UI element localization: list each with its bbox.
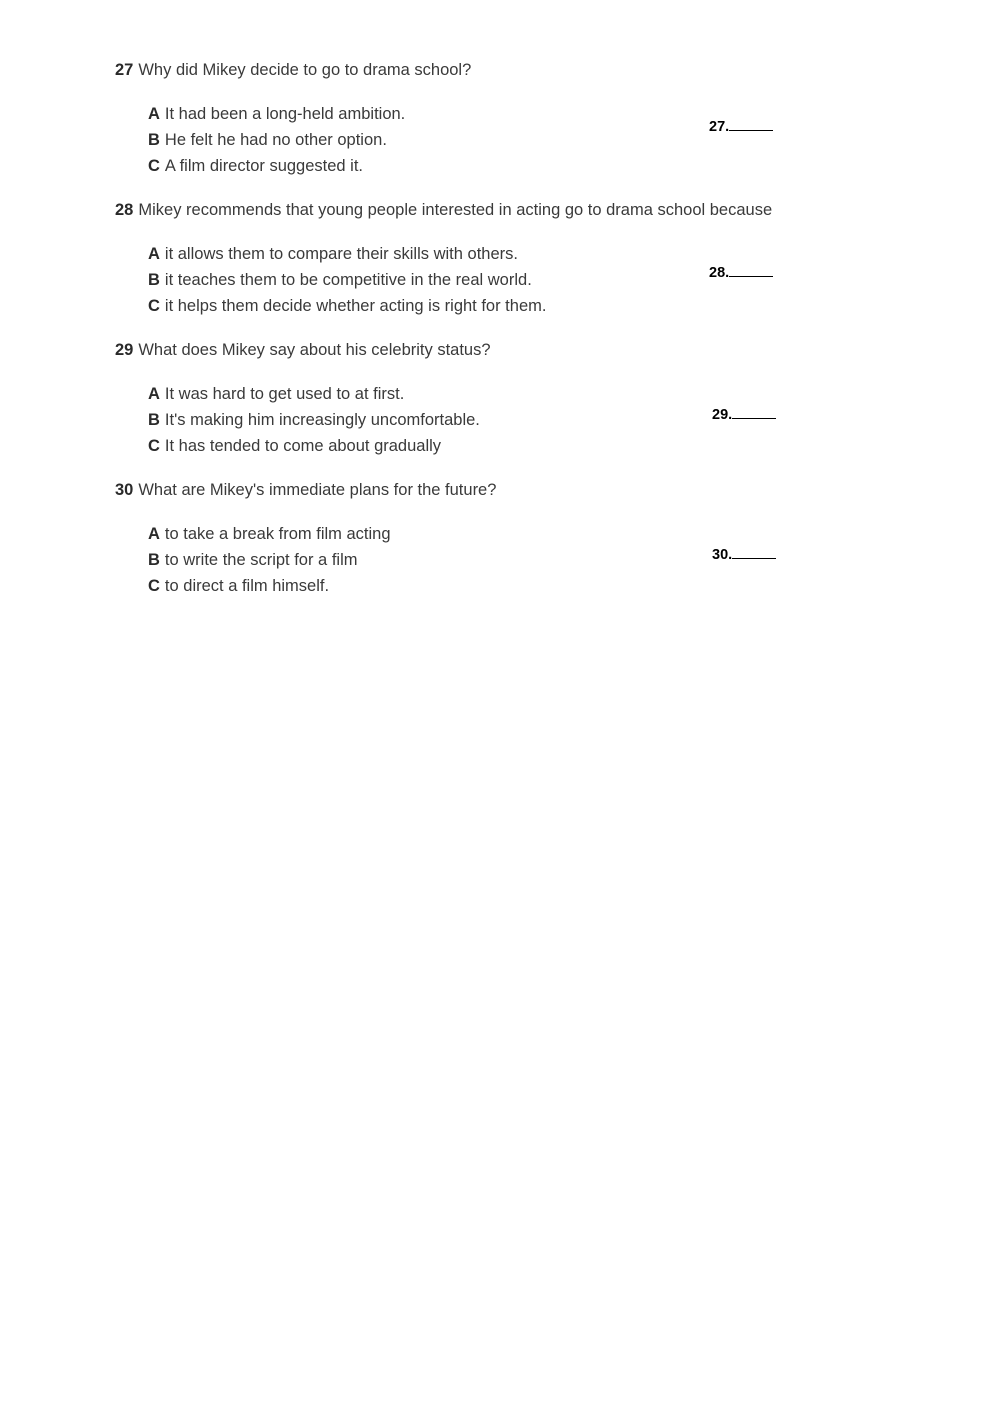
question-text: Mikey recommends that young people interested in acting go to drama school because <box>138 201 773 219</box>
question-number: 29 <box>115 341 134 359</box>
option-c <box>148 155 363 177</box>
option-b <box>148 269 532 291</box>
question-text: Why did Mikey decide to go to drama school? <box>138 61 472 79</box>
option-text: to write the script for a film <box>164 551 358 569</box>
option-letter: C <box>148 577 160 595</box>
option-a <box>148 523 391 545</box>
option-letter: A <box>148 525 160 543</box>
question-number: 28 <box>115 201 134 219</box>
question-27 <box>0 59 1000 199</box>
option-letter: B <box>148 551 160 569</box>
option-letter: B <box>148 411 160 429</box>
answer-line <box>729 262 773 277</box>
answer-label: 27. <box>709 119 730 135</box>
option-text: It has tended to come about gradually <box>164 437 442 455</box>
answer-line <box>732 404 776 419</box>
option-letter: A <box>148 245 160 263</box>
option-b <box>148 129 387 151</box>
option-text: It's making him increasingly uncomfortable. <box>164 411 480 429</box>
option-text: It had been a long-held ambition. <box>164 105 406 123</box>
option-letter: B <box>148 271 160 289</box>
option-c <box>148 435 441 457</box>
option-letter: C <box>148 157 160 175</box>
option-text: to take a break from film acting <box>164 525 391 543</box>
option-text: it allows them to compare their skills with others. <box>164 245 518 263</box>
answer-blank[interactable] <box>709 262 773 282</box>
option-a <box>148 103 405 125</box>
option-text: A film director suggested it. <box>164 157 364 175</box>
option-text: it teaches them to be competitive in the real world. <box>164 271 532 289</box>
option-a <box>148 383 404 405</box>
question-stem <box>115 339 491 361</box>
option-letter: C <box>148 437 160 455</box>
option-text: to direct a film himself. <box>164 577 330 595</box>
option-text: He felt he had no other option. <box>164 131 387 149</box>
option-b <box>148 409 480 431</box>
option-text: it helps them decide whether acting is right for them. <box>164 297 547 315</box>
question-text: What does Mikey say about his celebrity status? <box>138 341 491 359</box>
answer-line <box>729 116 773 131</box>
option-text: It was hard to get used to at first. <box>164 385 405 403</box>
question-text: What are Mikey's immediate plans for the future? <box>138 481 497 499</box>
option-letter: A <box>148 105 160 123</box>
answer-blank[interactable] <box>709 116 773 136</box>
question-stem <box>115 479 496 501</box>
option-c <box>148 575 329 597</box>
question-stem <box>115 59 471 81</box>
question-30 <box>0 479 1000 619</box>
option-letter: B <box>148 131 160 149</box>
question-number: 27 <box>115 61 134 79</box>
option-letter: C <box>148 297 160 315</box>
answer-blank[interactable] <box>712 544 776 564</box>
option-letter: A <box>148 385 160 403</box>
question-number: 30 <box>115 481 134 499</box>
answer-label: 28. <box>709 265 730 281</box>
answer-label: 30. <box>712 547 733 563</box>
option-b <box>148 549 357 571</box>
option-c <box>148 295 546 317</box>
question-stem <box>115 199 772 221</box>
answer-label: 29. <box>712 407 733 423</box>
answer-line <box>732 544 776 559</box>
question-29 <box>0 339 1000 479</box>
option-a <box>148 243 518 265</box>
question-28 <box>0 199 1000 339</box>
answer-blank[interactable] <box>712 404 776 424</box>
